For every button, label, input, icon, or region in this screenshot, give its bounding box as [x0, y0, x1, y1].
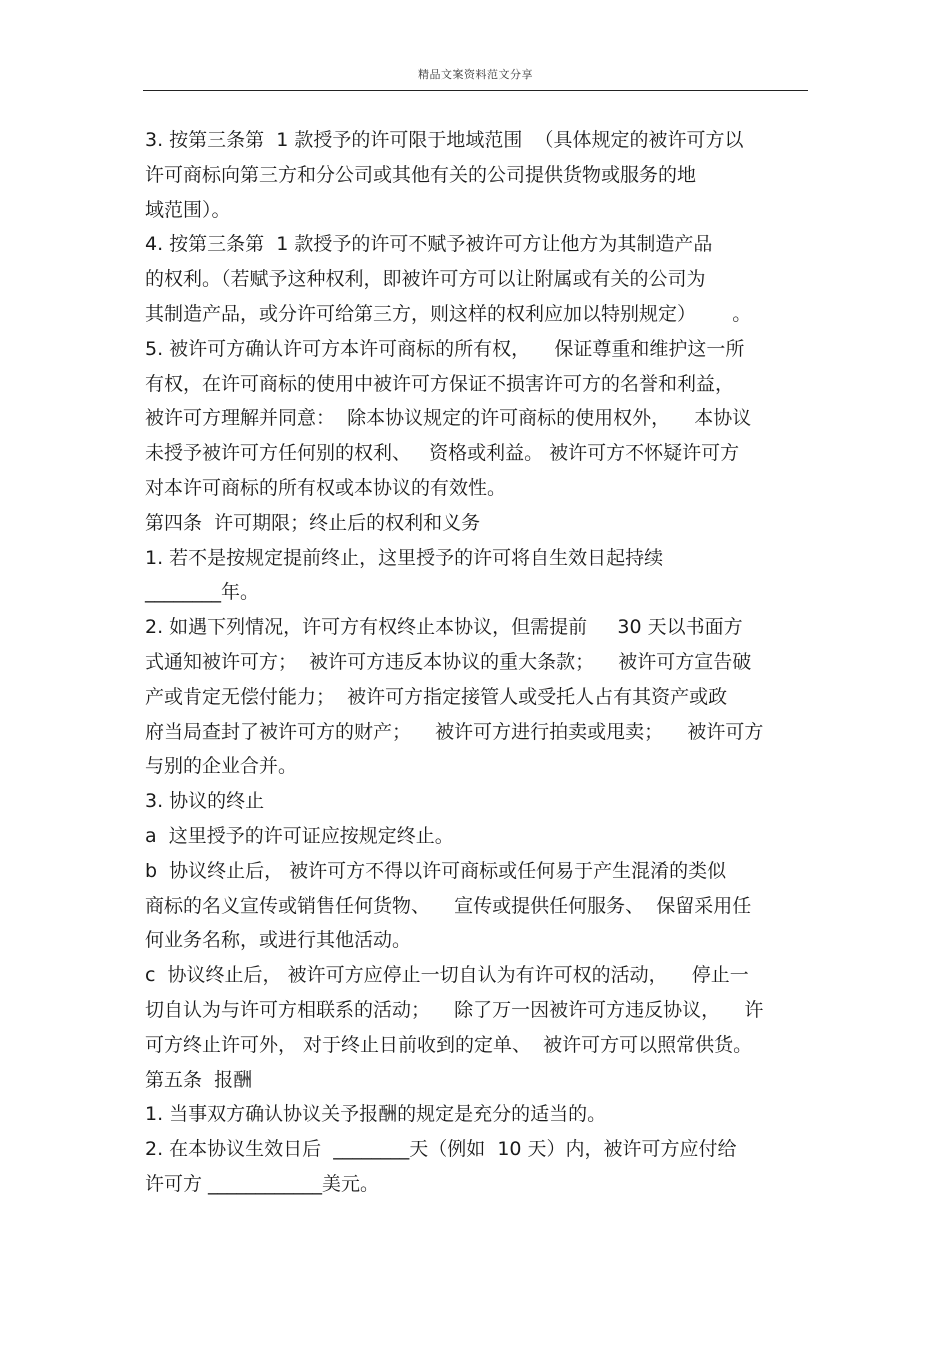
- text-line: a 这里授予的许可证应按规定终止。: [145, 824, 454, 847]
- text-line: 许可方 ____________美元。: [145, 1172, 380, 1195]
- text-line: 切自认为与许可方相联系的活动； 除了万一因被许可方违反协议， 许: [145, 998, 764, 1021]
- text-line: 对本许可商标的所有权或本协议的有效性。: [145, 476, 507, 499]
- text-line: 许可商标向第三方和分公司或其他有关的公司提供货物或服务的地: [145, 163, 697, 186]
- text-line: 的权利。（若赋予这种权利，即被许可方可以让附属或有关的公司为: [145, 268, 706, 291]
- text-line: 何业务名称，或进行其他活动。: [145, 929, 412, 952]
- text-line: 4. 按第三条第 1 款授予的许可不赋予被许可方让他方为其制造产品: [145, 233, 713, 256]
- section-heading: 第五条 报酬: [145, 1068, 253, 1091]
- text-line: 式通知被许可方； 被许可方违反本协议的重大条款； 被许可方宣告破: [145, 650, 752, 673]
- text-line: 可方终止许可外， 对于终止日前收到的定单、 被许可方可以照常供货。: [145, 1033, 753, 1056]
- text-line: 3. 按第三条第 1 款授予的许可限于地域范围 （具体规定的被许可方以: [145, 129, 744, 151]
- text-line: 其制造产品，或分许可给第三方，则这样的权利应加以特别规定） 。: [145, 302, 752, 325]
- text-line: 有权，在许可商标的使用中被许可方保证不损害许可方的名誉和利益，: [145, 372, 735, 395]
- text-line: 5. 被许可方确认许可方本许可商标的所有权， 保证尊重和维护这一所: [145, 337, 745, 360]
- text-line: 3. 协议的终止: [145, 790, 265, 813]
- text-line: 未授予被许可方任何别的权利、 资格或利益。 被许可方不怀疑许可方: [145, 442, 740, 465]
- text-line: 1. 当事双方确认协议关予报酬的规定是充分的适当的。: [145, 1103, 607, 1126]
- section-heading: 第四条 许可期限；终止后的权利和义务: [145, 511, 481, 534]
- header-divider: [143, 90, 808, 91]
- text-line: 域范围）。: [145, 198, 231, 221]
- text-line: 产或肯定无偿付能力； 被许可方指定接管人或受托人占有其资产或政: [145, 685, 728, 708]
- text-line: 2. 如遇下列情况，许可方有权终止本协议，但需提前 30 天以书面方: [145, 616, 743, 639]
- text-line: 被许可方理解并同意： 除本协议规定的许可商标的使用权外， 本协议: [145, 407, 752, 430]
- text-line: 2. 在本协议生效日后 ________天（例如 10 天）内，被许可方应付给: [145, 1138, 737, 1161]
- document-body: [145, 123, 810, 1202]
- text-line: 府当局查封了被许可方的财产； 被许可方进行拍卖或甩卖； 被许可方: [145, 720, 764, 743]
- text-line: b 协议终止后， 被许可方不得以许可商标或任何易于产生混淆的类似: [145, 859, 727, 882]
- page-header: 精品文案资料范文分享: [418, 68, 533, 81]
- text-line: 商标的名义宣传或销售任何货物、 宣传或提供任何服务、 保留采用任: [145, 894, 752, 917]
- text-line: 与别的企业合并。: [145, 755, 298, 778]
- text-line: 1. 若不是按规定提前终止，这里授予的许可将自生效日起持续: [145, 546, 664, 569]
- text-line: ________年。: [145, 581, 260, 604]
- text-line: c 协议终止后， 被许可方应停止一切自认为有许可权的活动， 停止一: [145, 964, 749, 987]
